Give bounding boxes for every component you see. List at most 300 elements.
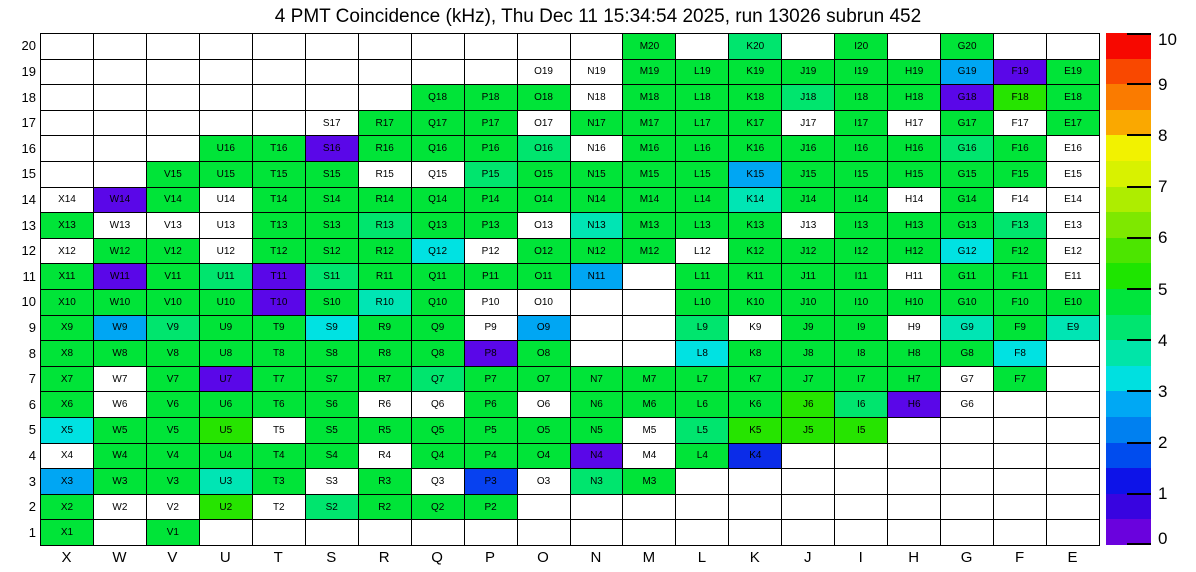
col-tick-label: V [167,549,178,566]
heatmap-cell: F9 [993,315,1046,341]
heatmap-cell: G7 [940,366,993,392]
heatmap-cell: P3 [464,468,517,494]
heatmap-cell: N17 [570,110,623,136]
heatmap-cell: J6 [781,391,834,417]
heatmap-cell: P4 [464,443,517,469]
heatmap-cell: M19 [622,59,675,85]
heatmap-cell: T13 [252,212,305,238]
colorbar-tick-line [1127,186,1151,188]
heatmap-cell: S3 [305,468,358,494]
heatmap-empty-cell [675,33,728,59]
colorbar-tick-line [1127,237,1151,239]
heatmap-cell: K14 [728,187,781,213]
heatmap-cell: V13 [146,212,199,238]
heatmap-cell: J17 [781,110,834,136]
heatmap-empty-cell [781,443,834,469]
heatmap-cell: V11 [146,263,199,289]
heatmap-cell: R5 [358,417,411,443]
heatmap-empty-cell [570,33,623,59]
heatmap-cell: P8 [464,340,517,366]
col-tick-label: E [1067,549,1078,566]
heatmap-cell: E16 [1046,135,1099,161]
heatmap-cell: M17 [622,110,675,136]
heatmap-empty-cell [781,33,834,59]
heatmap-cell: Q13 [411,212,464,238]
heatmap-empty-cell [622,263,675,289]
heatmap-empty-cell [93,59,146,85]
colorbar-segment [1106,315,1151,341]
heatmap-empty-cell [93,519,146,545]
heatmap-cell: Q17 [411,110,464,136]
heatmap-cell: O5 [517,417,570,443]
heatmap-empty-cell [411,519,464,545]
colorbar-tick-label: 7 [1158,177,1168,197]
heatmap-cell: Q5 [411,417,464,443]
heatmap-cell: J7 [781,366,834,392]
heatmap-empty-cell [940,417,993,443]
heatmap-cell: O3 [517,468,570,494]
colorbar-segment [1106,443,1151,469]
heatmap-empty-cell [675,494,728,520]
heatmap-cell: F11 [993,263,1046,289]
heatmap-cell: X7 [40,366,93,392]
heatmap-empty-cell [834,494,887,520]
heatmap-cell: W14 [93,187,146,213]
heatmap-empty-cell [887,494,940,520]
heatmap-cell: I5 [834,417,887,443]
heatmap-cell: G14 [940,187,993,213]
heatmap-empty-cell [411,59,464,85]
heatmap-cell: I15 [834,161,887,187]
heatmap-cell: T10 [252,289,305,315]
heatmap-cell: W13 [93,212,146,238]
colorbar-tick-line [1127,33,1151,35]
heatmap-empty-cell [146,110,199,136]
heatmap-cell: E10 [1046,289,1099,315]
heatmap-cell: I20 [834,33,887,59]
heatmap-cell: I19 [834,59,887,85]
heatmap-cell: R6 [358,391,411,417]
heatmap-cell: Q3 [411,468,464,494]
heatmap-cell: R11 [358,263,411,289]
heatmap-cell: P5 [464,417,517,443]
heatmap-cell: P10 [464,289,517,315]
heatmap-cell: X13 [40,212,93,238]
heatmap-cell: S6 [305,391,358,417]
heatmap-cell: E9 [1046,315,1099,341]
heatmap-cell: P6 [464,391,517,417]
heatmap-cell: H14 [887,187,940,213]
heatmap-cell: R16 [358,135,411,161]
heatmap-cell: I18 [834,84,887,110]
heatmap-cell: H6 [887,391,940,417]
heatmap-cell: W9 [93,315,146,341]
heatmap-cell: U16 [199,135,252,161]
heatmap-cell: O10 [517,289,570,315]
heatmap-cell: V7 [146,366,199,392]
heatmap-cell: J16 [781,135,834,161]
heatmap-cell: I16 [834,135,887,161]
heatmap-cell: K7 [728,366,781,392]
heatmap-empty-cell [728,519,781,545]
heatmap-empty-cell [40,135,93,161]
colorbar-segment [1106,519,1151,545]
heatmap-cell: J19 [781,59,834,85]
heatmap-empty-cell [40,161,93,187]
heatmap-cell: H9 [887,315,940,341]
heatmap-cell: K8 [728,340,781,366]
heatmap-cell: F8 [993,340,1046,366]
heatmap-cell: O18 [517,84,570,110]
heatmap-cell: W4 [93,443,146,469]
heatmap-cell: S17 [305,110,358,136]
colorbar-segment [1106,263,1151,289]
col-tick-label: T [273,549,283,566]
heatmap-cell: J15 [781,161,834,187]
heatmap-cell: U6 [199,391,252,417]
heatmap-empty-cell [570,519,623,545]
heatmap-cell: P11 [464,263,517,289]
heatmap-cell: L19 [675,59,728,85]
chart-title: 4 PMT Coincidence (kHz), Thu Dec 11 15:34:54 2025, run 13026 subrun 452 [274,6,922,27]
heatmap-empty-cell [781,519,834,545]
heatmap-cell: S4 [305,443,358,469]
heatmap-empty-cell [93,110,146,136]
heatmap-cell: O4 [517,443,570,469]
heatmap-empty-cell [252,110,305,136]
heatmap-cell: P7 [464,366,517,392]
heatmap-empty-cell [887,443,940,469]
heatmap-cell: E13 [1046,212,1099,238]
colorbar-tick-line [1127,543,1151,545]
heatmap-cell: M3 [622,468,675,494]
heatmap-cell: H8 [887,340,940,366]
colorbar-segment [1106,391,1151,417]
heatmap-cell: Q10 [411,289,464,315]
heatmap-cell: T11 [252,263,305,289]
heatmap-cell: L10 [675,289,728,315]
heatmap-empty-cell [199,33,252,59]
colorbar-segment [1106,161,1151,187]
heatmap-empty-cell [517,33,570,59]
heatmap-cell: M14 [622,187,675,213]
col-tick-label: Q [431,549,443,566]
heatmap-cell: F13 [993,212,1046,238]
heatmap-cell: H19 [887,59,940,85]
heatmap-empty-cell [252,84,305,110]
heatmap-cell: E11 [1046,263,1099,289]
heatmap-cell: N4 [570,443,623,469]
heatmap-cell: W10 [93,289,146,315]
heatmap-empty-cell [570,340,623,366]
heatmap-cell: H11 [887,263,940,289]
heatmap-cell: T6 [252,391,305,417]
heatmap-empty-cell [305,33,358,59]
col-tick-label: K [749,549,760,566]
heatmap-empty-cell [940,519,993,545]
heatmap-empty-cell [887,468,940,494]
heatmap-cell: W3 [93,468,146,494]
col-tick-label: H [908,549,920,566]
col-tick-label: P [485,549,496,566]
heatmap-cell: U2 [199,494,252,520]
heatmap-cell: N11 [570,263,623,289]
heatmap-cell: T12 [252,238,305,264]
heatmap-cell: H15 [887,161,940,187]
col-tick-label: N [590,549,602,566]
heatmap-cell: G18 [940,84,993,110]
heatmap-cell: W12 [93,238,146,264]
row-tick-label: 18 [21,89,36,105]
colorbar-tick-label: 8 [1158,125,1168,145]
heatmap-cell: F12 [993,238,1046,264]
heatmap-cell: E15 [1046,161,1099,187]
heatmap-cell: T14 [252,187,305,213]
heatmap-cell: Q8 [411,340,464,366]
col-tick-label: X [61,549,72,566]
heatmap-empty-cell [146,84,199,110]
heatmap-empty-cell [940,494,993,520]
heatmap-cell: G15 [940,161,993,187]
heatmap-cell: R7 [358,366,411,392]
heatmap-cell: Q2 [411,494,464,520]
heatmap-cell: O6 [517,391,570,417]
heatmap-cell: K4 [728,443,781,469]
heatmap-empty-cell [1046,494,1099,520]
heatmap-empty-cell [1046,519,1099,545]
heatmap-cell: M4 [622,443,675,469]
colorbar-tick-label: 5 [1158,279,1168,299]
heatmap-empty-cell [1046,468,1099,494]
heatmap-cell: G10 [940,289,993,315]
heatmap-cell: T7 [252,366,305,392]
heatmap-empty-cell [887,519,940,545]
heatmap-cell: X4 [40,443,93,469]
row-axis [8,33,36,545]
heatmap-cell: K13 [728,212,781,238]
row-tick-label: 15 [21,166,36,182]
colorbar-segment [1106,417,1151,443]
heatmap-cell: Q6 [411,391,464,417]
heatmap-cell: F16 [993,135,1046,161]
heatmap-empty-cell [93,161,146,187]
row-tick-label: 16 [21,140,36,156]
heatmap-cell: E12 [1046,238,1099,264]
heatmap-cell: S12 [305,238,358,264]
heatmap-cell: H12 [887,238,940,264]
heatmap-empty-cell [146,33,199,59]
heatmap-cell: H17 [887,110,940,136]
row-tick-label: 12 [21,243,36,259]
heatmap-cell: L4 [675,443,728,469]
heatmap-cell: M18 [622,84,675,110]
col-tick-label: F [1014,549,1025,566]
heatmap-cell: T3 [252,468,305,494]
heatmap-empty-cell [993,417,1046,443]
heatmap-cell: Q11 [411,263,464,289]
heatmap-cell: U13 [199,212,252,238]
col-tick-label: J [804,549,812,566]
heatmap-empty-cell [887,33,940,59]
heatmap-cell: H16 [887,135,940,161]
heatmap-empty-cell [622,494,675,520]
col-tick-label: I [858,549,863,566]
heatmap-cell: L9 [675,315,728,341]
heatmap-cell: W5 [93,417,146,443]
heatmap-cell: N14 [570,187,623,213]
heatmap-empty-cell [1046,417,1099,443]
colorbar-segment [1106,135,1151,161]
heatmap-empty-cell [993,33,1046,59]
heatmap-cell: G11 [940,263,993,289]
heatmap-empty-cell [199,110,252,136]
heatmap-empty-cell [305,519,358,545]
col-tick-label: M [642,549,656,566]
heatmap-empty-cell [358,59,411,85]
colorbar-segment [1106,84,1151,110]
heatmap-empty-cell [517,519,570,545]
heatmap-cell: T16 [252,135,305,161]
heatmap-cell: F10 [993,289,1046,315]
heatmap-empty-cell [834,443,887,469]
heatmap-cell: T8 [252,340,305,366]
col-tick-label: O [537,549,549,566]
heatmap-cell: P17 [464,110,517,136]
heatmap-empty-cell [728,468,781,494]
row-tick-label: 11 [22,268,36,284]
heatmap-empty-cell [993,391,1046,417]
heatmap-cell: M13 [622,212,675,238]
heatmap-cell: R9 [358,315,411,341]
heatmap-cell: L12 [675,238,728,264]
colorbar-tick-line [1127,339,1151,341]
heatmap-empty-cell [358,33,411,59]
heatmap-empty-cell [1046,366,1099,392]
row-tick-label: 9 [28,319,36,335]
heatmap-cell: Q4 [411,443,464,469]
heatmap-empty-cell [887,417,940,443]
heatmap-cell: E19 [1046,59,1099,85]
heatmap-cell: E17 [1046,110,1099,136]
heatmap-empty-cell [993,443,1046,469]
heatmap-cell: S7 [305,366,358,392]
heatmap-cell: S15 [305,161,358,187]
heatmap-empty-cell [464,33,517,59]
heatmap-cell: X9 [40,315,93,341]
heatmap-empty-cell [834,519,887,545]
heatmap-cell: K5 [728,417,781,443]
heatmap-empty-cell [40,84,93,110]
heatmap-cell: O8 [517,340,570,366]
heatmap-cell: U8 [199,340,252,366]
heatmap-cell: Q18 [411,84,464,110]
colorbar-tick-label: 4 [1158,330,1168,350]
heatmap-empty-cell [252,33,305,59]
heatmap-cell: V6 [146,391,199,417]
heatmap-cell: L16 [675,135,728,161]
heatmap-cell: K17 [728,110,781,136]
colorbar-segment [1106,212,1151,238]
heatmap-cell: G9 [940,315,993,341]
heatmap-cell: J11 [781,263,834,289]
heatmap-empty-cell [40,110,93,136]
heatmap-cell: H18 [887,84,940,110]
heatmap-empty-cell [40,59,93,85]
heatmap-cell: K18 [728,84,781,110]
heatmap-empty-cell [993,494,1046,520]
heatmap-empty-cell [199,519,252,545]
colorbar-segment [1106,238,1151,264]
heatmap-empty-cell [1046,33,1099,59]
heatmap-cell: F19 [993,59,1046,85]
heatmap-cell: N19 [570,59,623,85]
row-tick-label: 20 [21,38,36,54]
heatmap-cell: U3 [199,468,252,494]
heatmap-cell: S13 [305,212,358,238]
heatmap-cell: K12 [728,238,781,264]
heatmap-cell: F15 [993,161,1046,187]
heatmap-cell: K10 [728,289,781,315]
heatmap-cell: L14 [675,187,728,213]
heatmap-empty-cell [622,289,675,315]
heatmap-empty-cell [1046,443,1099,469]
heatmap-cell: I10 [834,289,887,315]
heatmap-cell: O17 [517,110,570,136]
heatmap-cell: Q9 [411,315,464,341]
heatmap-cell: O14 [517,187,570,213]
heatmap-cell: M12 [622,238,675,264]
heatmap-cell: S8 [305,340,358,366]
heatmap-cell: I11 [834,263,887,289]
row-tick-label: 5 [28,422,36,438]
colorbar-segment [1106,468,1151,494]
row-tick-label: 6 [28,396,36,412]
heatmap-cell: R13 [358,212,411,238]
heatmap-cell: I13 [834,212,887,238]
heatmap-cell: F7 [993,366,1046,392]
heatmap-cell: I9 [834,315,887,341]
heatmap-cell: P9 [464,315,517,341]
colorbar-segment [1106,59,1151,85]
heatmap-empty-cell [993,468,1046,494]
row-tick-label: 19 [21,63,36,79]
heatmap-cell: R10 [358,289,411,315]
colorbar-tick-line [1127,390,1151,392]
heatmap-cell: G16 [940,135,993,161]
heatmap-cell: I17 [834,110,887,136]
colorbar-tick-label: 2 [1158,433,1168,453]
heatmap-cell: F18 [993,84,1046,110]
heatmap-empty-cell [199,84,252,110]
heatmap-empty-cell [728,494,781,520]
heatmap-empty-cell [464,519,517,545]
heatmap-cell: X12 [40,238,93,264]
heatmap-cell: G19 [940,59,993,85]
heatmap-empty-cell [305,59,358,85]
heatmap-cell: U10 [199,289,252,315]
heatmap-cell: O11 [517,263,570,289]
heatmap-cell: K11 [728,263,781,289]
row-tick-label: 1 [28,524,36,540]
heatmap-cell: N3 [570,468,623,494]
heatmap-empty-cell [1046,391,1099,417]
heatmap-cell: W7 [93,366,146,392]
heatmap-cell: J14 [781,187,834,213]
heatmap-cell: J8 [781,340,834,366]
col-tick-label: R [378,549,390,566]
heatmap-cell: L6 [675,391,728,417]
heatmap-cell: F17 [993,110,1046,136]
